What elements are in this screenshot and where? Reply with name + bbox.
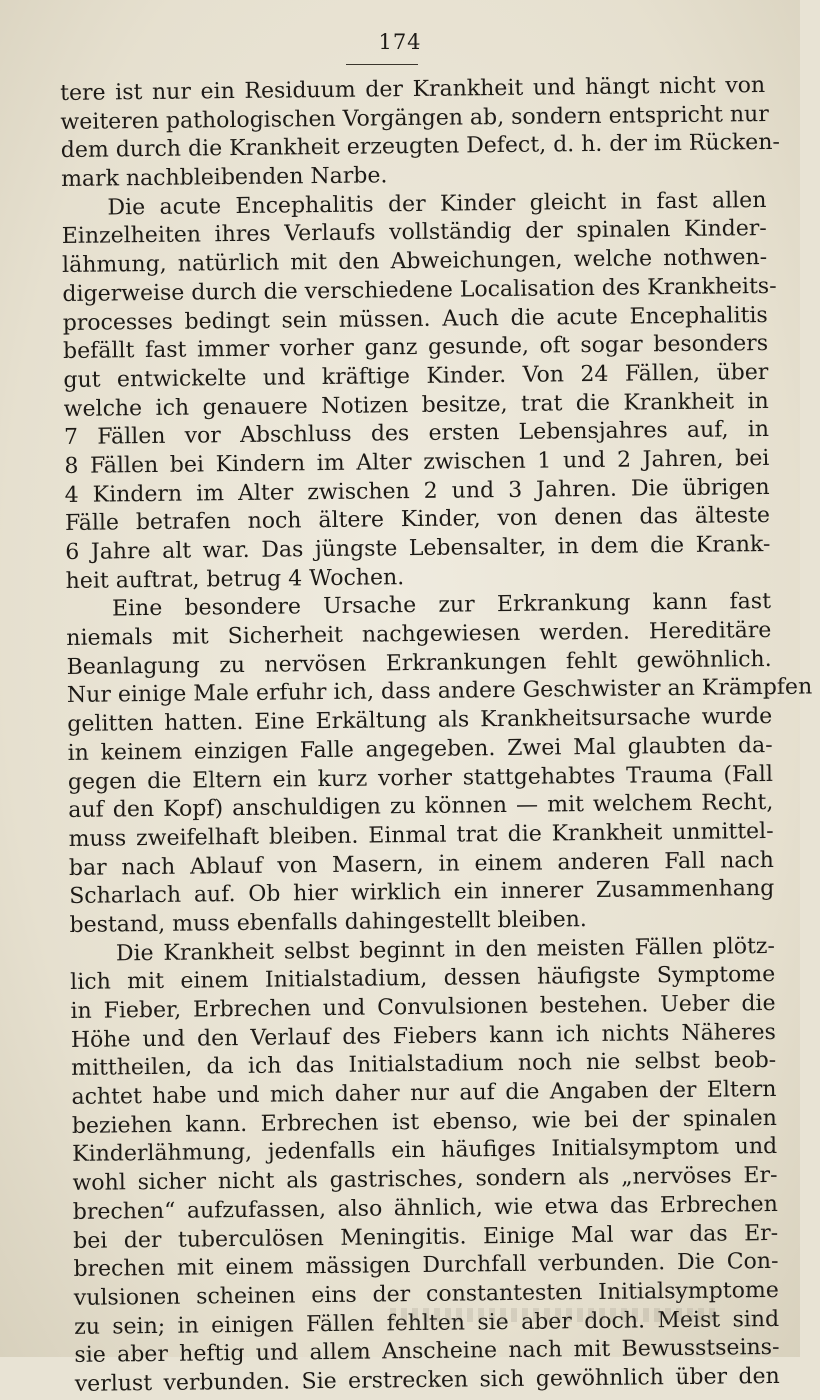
header-rule: [346, 64, 418, 65]
text-line: bestand, muss ebenfalls dahingestellt bleiben.: [69, 907, 587, 938]
text-line: tere ist nur ein Residuum der Krankheit und hängt nicht von: [60, 73, 766, 106]
text-line: lich mit einem Initialstadium, dessen häufigste Symptome: [70, 962, 776, 996]
text-line: 7 Fällen vor Abschluss des ersten Lebensjahres auf, in: [63, 417, 770, 451]
bleed-through-smudge: [390, 1308, 720, 1322]
text-line: befällt fast immer vorher ganz gesunde, oft sogar besonders: [62, 331, 769, 365]
body-text: [60, 72, 813, 1400]
text-line: digerweise durch die verschiedene Localisation des Krankheits-: [62, 273, 777, 307]
text-line: in keinem einzigen Falle angegeben. Zwei Mal glaubten da-: [67, 732, 773, 766]
text-line: Kinderlähmung, jedenfalls ein häufiges Initialsymptom und: [72, 1134, 778, 1168]
text-line: Nur einige Male erfuhr ich, dass andere Geschwister an Krämpfen: [66, 674, 813, 709]
text-line: beziehen kann. Erbrechen ist ebenso, wie bei der spinalen: [71, 1105, 777, 1139]
text-line: Die Krankheit selbst beginnt in den meisten Fällen plötz-: [115, 933, 776, 967]
text-line: Eine besondere Ursache zur Erkrankung kann fast: [111, 589, 772, 622]
text-line: auf den Kopf) anschuldigen zu können — mit welchem Recht,: [68, 790, 774, 824]
text-line: muss zweifelhaft bleiben. Einmal trat die Krankheit unmittel-: [68, 818, 774, 852]
text-line: gut entwickelte und kräftige Kinder. Von 24 Fällen, über: [63, 359, 769, 393]
text-line: brechen“ aufzufassen, also ähnlich, wie etwa das Erbrechen: [72, 1191, 778, 1225]
text-line: gelitten hatten. Eine Erkältung als Krankheitsursache wurde: [67, 704, 773, 738]
text-line: niemals mit Sicherheit nachgewiesen werden. Hereditäre: [66, 618, 772, 652]
text-line: zu sein; in einigen Fällen fehlten sie aber doch. Meist sind: [74, 1306, 780, 1340]
page-number: 174: [378, 30, 422, 54]
text-line: bar nach Ablauf von Masern, in einem anderen Fall nach: [68, 847, 775, 881]
text-line: lähmung, natürlich mit den Abweichungen, welche nothwen-: [61, 245, 768, 279]
text-line: mittheilen, da ich das Initialstadium noch nie selbst beob-: [71, 1048, 777, 1082]
text-line: 4 Kindern im Alter zwischen 2 und 3 Jahren. Die übrigen: [64, 474, 770, 508]
text-line: bei der tuberculösen Meningitis. Einige Mal war das Er-: [73, 1220, 779, 1254]
text-line: Einzelheiten ihres Verlaufs vollständig der spinalen Kinder-: [61, 216, 767, 250]
text-line: in Fieber, Erbrechen und Convulsionen bestehen. Ueber die: [70, 990, 776, 1024]
text-line: sie aber heftig und allem Anscheine nach mit Bewusstseins-: [74, 1335, 780, 1369]
text-line: 8 Fällen bei Kindern im Alter zwischen 1 und 2 Jahren, bei: [64, 445, 770, 479]
text-line: dem durch die Krankheit erzeugten Defect, d. h. der im Rücken-: [60, 130, 780, 164]
text-line: gegen die Eltern ein kurz vorher stattgehabtes Trauma (Fall: [67, 761, 774, 795]
text-line: vulsionen scheinen eins der constantesten Initialsymptome: [73, 1277, 779, 1311]
text-line: Beanlagung zu nervösen Erkrankungen fehlt gewöhnlich.: [66, 646, 772, 680]
text-line: verlust verbunden. Sie erstrecken sich gewöhnlich über den: [74, 1363, 780, 1397]
text-line: 6 Jahre alt war. Das jüngste Lebensalter, in dem die Krank-: [65, 531, 771, 565]
text-line: heit auftrat, betrug 4 Wochen.: [65, 564, 405, 594]
text-line: wohl sicher nicht als gastrisches, sondern als „nervöses Er-: [72, 1163, 778, 1197]
text-line: Scharlach auf. Ob hier wirklich ein innerer Zusammenhang: [69, 876, 775, 910]
text-line: Fälle betrafen noch ältere Kinder, von denen das älteste: [64, 503, 771, 537]
text-line: achtet habe und mich daher nur auf die Angaben der Eltern: [71, 1077, 777, 1110]
text-line: Höhe und den Verlauf des Fiebers kann ich nichts Näheres: [70, 1019, 776, 1053]
text-line: welche ich genauere Notizen besitze, trat die Krankheit in: [63, 388, 769, 422]
text-line: weiteren pathologischen Vorgängen ab, sondern entspricht nur: [60, 101, 769, 135]
text-line: brechen mit einem mässigen Durchfall verbunden. Die Con-: [73, 1249, 779, 1283]
text-line: processes bedingt sein müssen. Auch die acute Encephalitis: [62, 302, 768, 336]
text-line: mark nachbleibenden Narbe.: [60, 163, 388, 193]
text-line: Die acute Encephalitis der Kinder gleicht in fast allen: [107, 187, 767, 221]
